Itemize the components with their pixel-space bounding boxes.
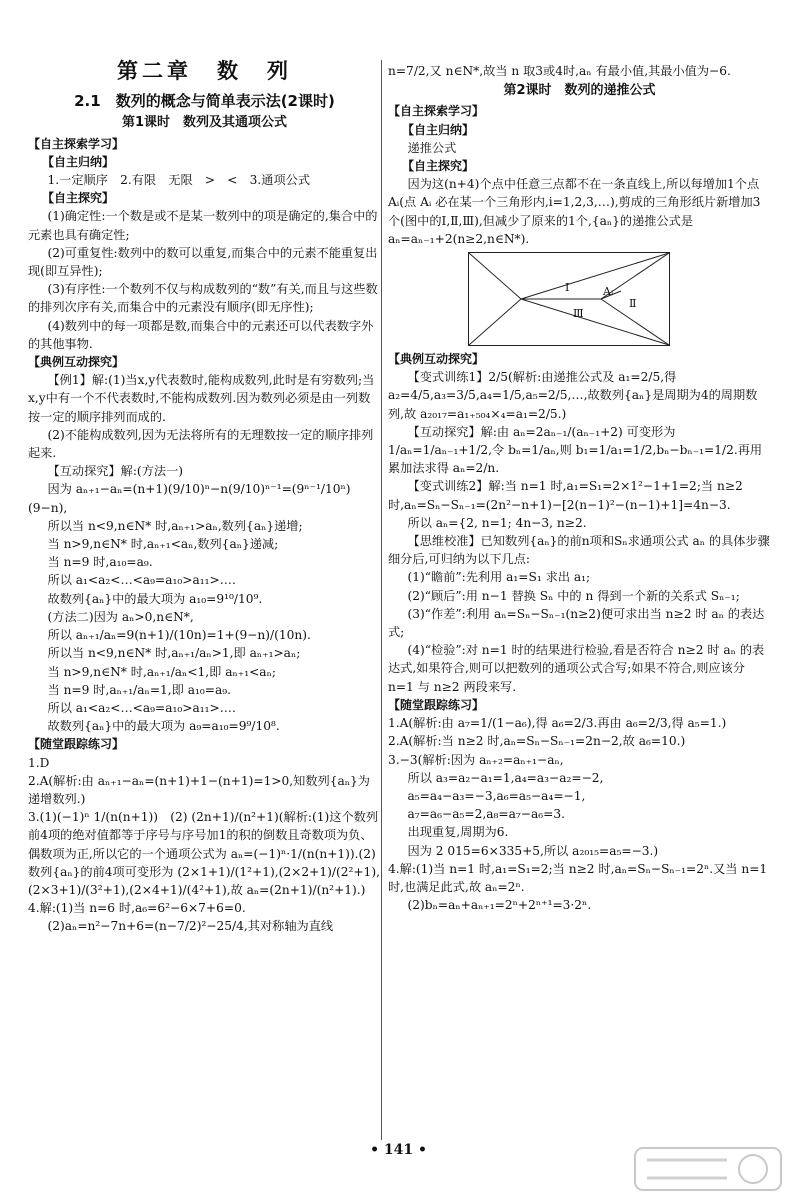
heading-zizhu: 【自主探索学习】 [28, 136, 125, 151]
hudong-tanjiu: 【互动探究】解:由 aₙ=2aₙ₋₁/(aₙ₋₁+2) 可变形为 1/aₙ=1/aₙ₋₁+1/2,令 bₙ=1/aₙ,则 b₁=1/a₁=1/2,bₙ−bₙ₋₁=1/2.再用累加法求得 aₙ=2/n. [388, 424, 763, 476]
siwei-step: (4)“检验”:对 n=1 时的结果进行检验,看是否符合 n≥2 时 aₙ 的表达式,如果符合,则可以把数列的通项公式合写;如果不符合,则应该分 n=1 与 n≥2 两段来写. [388, 643, 765, 694]
exercise-4: 4.解:(1)当 n=1 时,a₁=S₁=2;当 n≥2 时,aₙ=Sₙ−Sₙ₋₁=2ⁿ.又当 n=1 时,也满足此式,故 aₙ=2ⁿ. [388, 861, 768, 894]
page-number: • 141 • [370, 1142, 427, 1158]
tanjiu-2: (2)可重复性:数列中的数可以重复,而集合中的元素不能重复出现(即互异性); [28, 245, 378, 279]
variant-2-result: 所以 aₙ={2, n=1; 4n−3, n≥2. [407, 515, 587, 530]
triangle-diagram [469, 253, 669, 345]
guina-text: 递推公式 [407, 140, 457, 155]
method-line: (方法二)因为 aₙ>0,n∈N*, [47, 609, 194, 624]
tanjiu-3: (3)有序性:一个数列不仅与构成数列的“数”有关,而且与这些数的排列次序有关,而集合中的元素没有顺序(即无序性); [28, 282, 378, 315]
exercise-3-line: 所以 a₃=a₂−a₁=1,a₄=a₃−a₂=−2, [407, 770, 604, 785]
method-line: 当 n>9,n∈N* 时,aₙ₊₁/aₙ<1,即 aₙ₊₁<aₙ; [47, 664, 276, 679]
heading-guina: 【自主归纳】 [42, 154, 115, 169]
example1-part1: 【例1】解:(1)当x,y代表数时,能构成数列,此时是有穷数列;当x,y中有一个不代表数时,不能构成数列.因为数列必须是由一列数按一定的顺序排列而成的. [28, 373, 375, 424]
heading-dianli: 【典例互动探究】 [388, 352, 485, 367]
method-line: 当 n=9 时,aₙ₊₁/aₙ=1,即 a₁₀=a₉. [47, 682, 232, 697]
tanjiu-1: (1)确定性:一个数是或不是某一数列中的项是确定的,集合中的元素也具有确定性; [28, 209, 378, 242]
continued-text: n=7/2,又 n∈N*,故当 n 取3或4时,aₙ 有最小值,其最小值为−6. [388, 64, 731, 78]
triangle-figure [468, 252, 670, 346]
method-line: 因为 aₙ₊₁−aₙ=(n+1)(9/10)ⁿ−n(9/10)ⁿ⁻¹=(9ⁿ⁻¹/10ⁿ)(9−n), [28, 482, 351, 515]
point-label-ai: Aᵢ [603, 285, 614, 299]
heading-tanjiu: 【自主探究】 [42, 191, 115, 206]
method-line: 所以 a₁<a₂<…<a₉=a₁₀>a₁₁>…. [47, 700, 236, 715]
variant-2: 【变式训练2】解:当 n=1 时,a₁=S₁=2×1²−1+1=2;当 n≥2 时,aₙ=Sₙ−Sₙ₋₁=(2n²−n+1)−[2(n−1)²−(n−1)+1]=4n−3. [388, 479, 743, 512]
left-column [28, 59, 381, 936]
heading-guina: 【自主归纳】 [402, 122, 475, 137]
right-column [388, 62, 771, 914]
heading-suitang: 【随堂跟踪练习】 [28, 737, 125, 752]
siwei-heading: 【思维校准】已知数列{aₙ}的前n项和Sₙ求通项公式 aₙ 的具体步骤细分后,可归纳为以下几点: [388, 534, 770, 567]
siwei-step: (1)“瞻前”:先利用 a₁=S₁ 求出 a₁; [407, 570, 591, 585]
method-line: 所以 aₙ₊₁/aₙ=9(n+1)/(10n)=1+(9−n)/(10n). [47, 628, 311, 643]
exercise-1: 1.A(解析:由 a₇=1/(1−a₆),得 a₆=2/3.再由 a₆=2/3,得 a₅=1.) [388, 716, 727, 731]
tanjiu-text: 因为这(n+4)个点中任意三点都不在一条直线上,所以每增加1个点 Aᵢ(点 Aᵢ 必在某一个三角形内,i=1,2,3,…),剪成的三角形纸片新增加3个(图中的Ⅰ,Ⅱ,Ⅲ),但减少了原来的1个,{aₙ}的递推公式是 aₙ=aₙ₋₁+2(n≥2,n∈N*). [388, 177, 761, 246]
exercise-3-line: 因为 2 015=6×335+5,所以 a₂₀₁₅=a₅=−3.) [407, 843, 659, 858]
siwei-step: (3)“作差”:利用 aₙ=Sₙ−Sₙ₋₁(n≥2)便可求出当 n≥2 时 aₙ 的表达式; [388, 606, 765, 640]
region-label-1: Ⅰ [565, 281, 570, 295]
section-title: 2.1 数列的概念与简单表示法(2课时) [74, 92, 335, 111]
exercise-3: 3.(1)(−1)ⁿ 1/(n(n+1)) (2) (2n+1)/(n²+1)(解析:(1)这个数列前4项的绝对值都等于序号与序号加1的积的倒数且奇数项为负、偶数项为正,所以它的一个通项公式为 aₙ=(−1)ⁿ·1/(n(n+1)).(2)数列{aₙ}的前4项可变形为 (2×1+1)/(1²+1),(2×2+1)/(2²+1),(2×3+1)/(3²+1),(2×4+1)/(4²+1),故 aₙ=(2n+1)/(n²+1).) [28, 810, 380, 897]
method-line: 当 n>9,n∈N* 时,aₙ₊₁<aₙ,数列{aₙ}递减; [47, 537, 279, 552]
heading-dianli: 【典例互动探究】 [28, 355, 125, 370]
heading-suitang: 【随堂跟踪练习】 [388, 697, 485, 712]
column-divider [381, 60, 382, 1140]
method-line: 故数列{aₙ}中的最大项为 a₁₀=9¹⁰/10⁹. [47, 591, 263, 606]
exercise-3-line: 出现重复,周期为6. [407, 825, 509, 840]
exercise-4-part2: (2)bₙ=aₙ+aₙ₊₁=2ⁿ+2ⁿ⁺¹=3·2ⁿ. [407, 898, 592, 913]
exercise-1: 1.D [28, 755, 50, 770]
exercise-3: 3.−3(解析:因为 aₙ₊₂=aₙ₊₁−aₙ, [388, 752, 564, 767]
lesson2-title: 第2课时 数列的递推公式 [503, 83, 656, 99]
hudong-heading: 【互动探究】解:(方法一) [47, 464, 184, 479]
heading-zizhu: 【自主探索学习】 [388, 104, 485, 119]
variant-1: 【变式训练1】2/5(解析:由递推公式及 a₁=2/5,得 a₂=4/5,a₃=3/5,a₄=1/5,a₅=2/5,…,故数列{aₙ}是周期为4的周期数列,故 a₂₀₁₇=a₁₊₅₀₄×₄=a₁=2/5.) [388, 370, 758, 421]
method-line: 故数列{aₙ}中的最大项为 a₉=a₁₀=9⁹/10⁸. [47, 719, 280, 734]
heading-tanjiu: 【自主探究】 [402, 159, 475, 174]
exercise-3-line: a₇=a₆−a₅=2,a₈=a₇−a₆=3. [407, 807, 565, 822]
exercise-4: 4.解:(1)当 n=6 时,a₆=6²−6×7+6=0. [28, 901, 246, 916]
watermark-logo [633, 1144, 783, 1194]
lesson1-title: 第1课时 数列及其通项公式 [121, 115, 288, 131]
exercise-4-part2: (2)aₙ=n²−7n+6=(n−7/2)²−25/4,其对称轴为直线 [47, 919, 334, 934]
exercise-3-line: a₅=a₄−a₃=−3,a₆=a₅−a₄=−1, [407, 788, 586, 803]
siwei-step: (2)“顾后”:用 n−1 替换 Sₙ 中的 n 得到一个新的关系式 Sₙ₋₁; [407, 588, 740, 603]
method-line: 当 n=9 时,a₁₀=a₉. [47, 555, 153, 570]
method-line: 所以 a₁<a₂<…<a₉=a₁₀>a₁₁>…. [47, 573, 236, 588]
tanjiu-4: (4)数列中的每一项都是数,而集合中的元素还可以代表数字外的其他事物. [28, 318, 374, 351]
method-line: 所以当 n<9,n∈N* 时,aₙ₊₁/aₙ>1,即 aₙ₊₁>aₙ; [47, 646, 301, 661]
chapter-title: 第二章 数 列 [117, 59, 292, 83]
region-label-2: Ⅱ [629, 297, 637, 311]
region-label-3: Ⅲ [573, 307, 584, 321]
method-line: 所以当 n<9,n∈N* 时,aₙ₊₁>aₙ,数列{aₙ}递增; [47, 518, 303, 533]
guina-text: 1.一定顺序 2.有限 无限 > < 3.通项公式 [47, 173, 311, 188]
exercise-2: 2.A(解析:由 aₙ₊₁−aₙ=(n+1)+1−(n+1)=1>0,知数列{aₙ}为递增数列.) [28, 773, 370, 806]
exercise-2: 2.A(解析:当 n≥2 时,aₙ=Sₙ−Sₙ₋₁=2n−2,故 a₆=10.) [388, 734, 686, 749]
example1-part2: (2)不能构成数列,因为无法将所有的无理数按一定的顺序排列起来. [28, 427, 374, 461]
